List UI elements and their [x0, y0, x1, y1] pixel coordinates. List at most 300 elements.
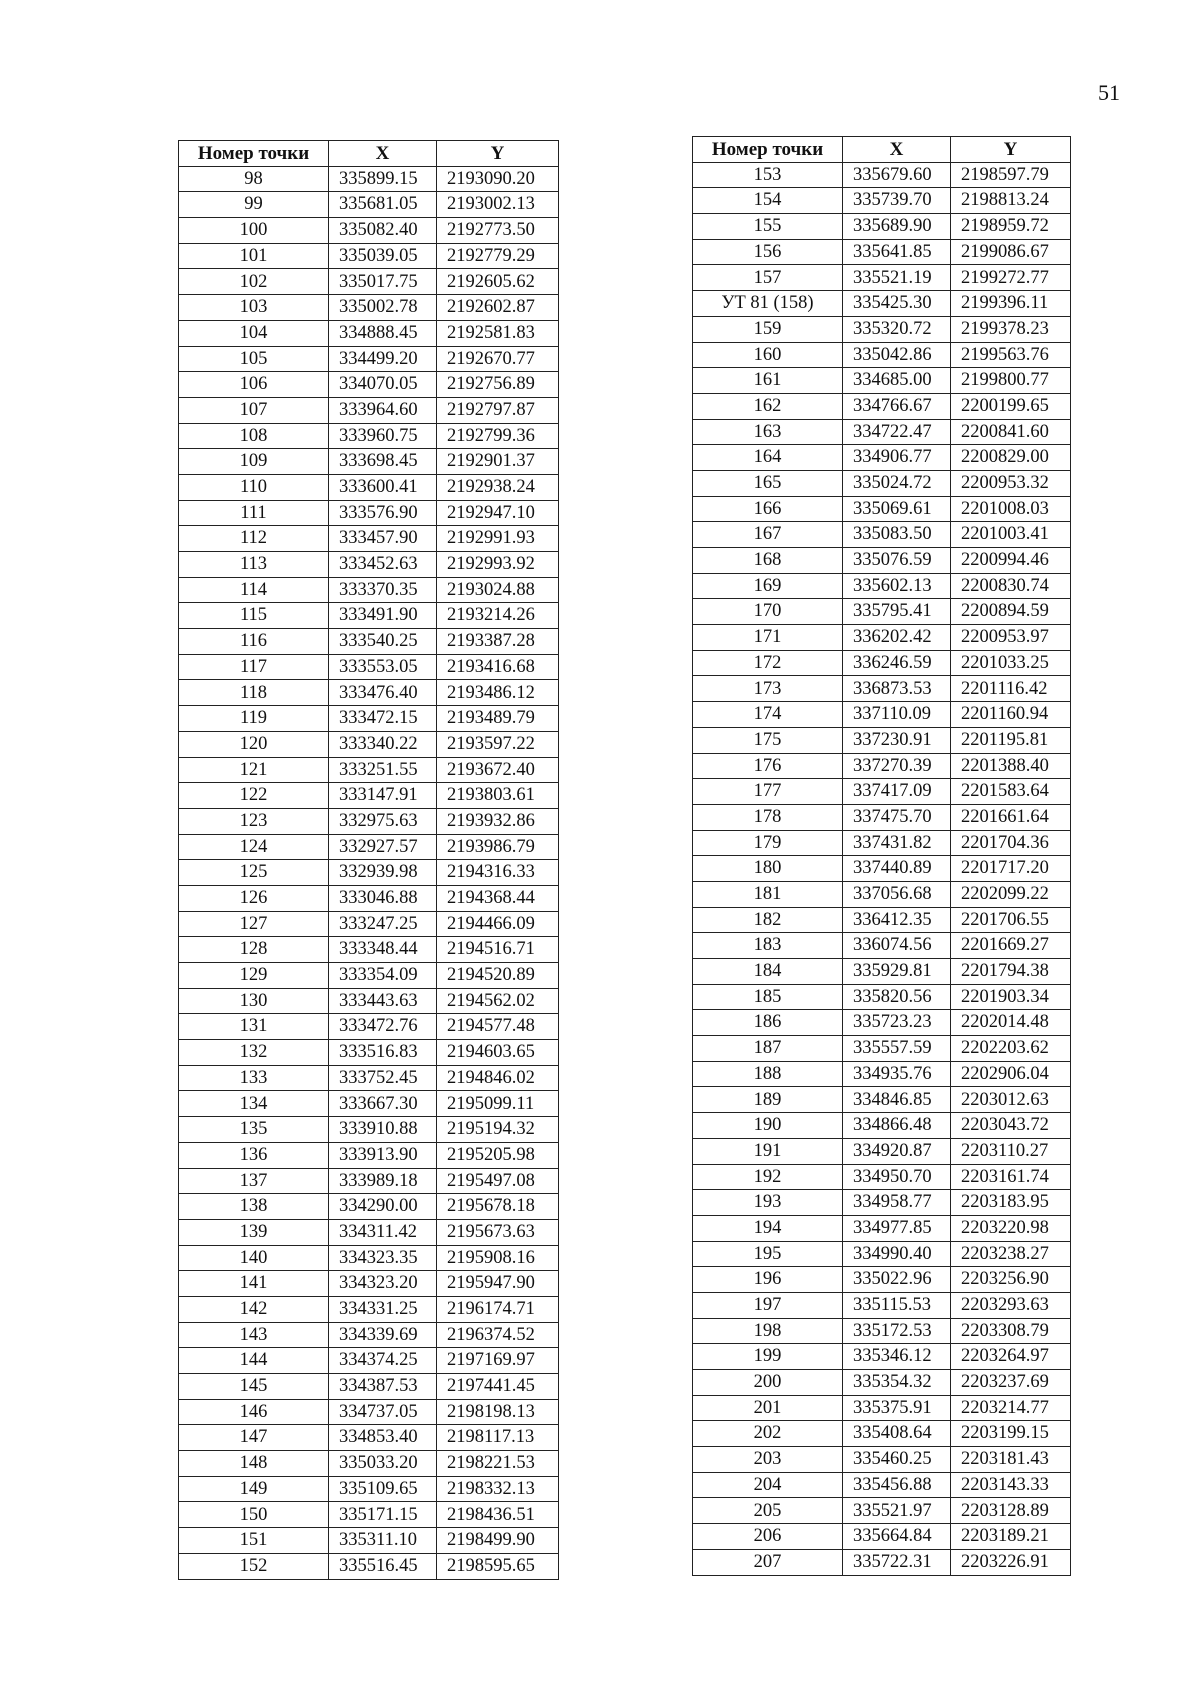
cell-point-number: 109 — [179, 449, 329, 475]
table-row — [693, 1472, 1071, 1498]
cell-x: 334737.05 — [329, 1399, 437, 1425]
table-row — [179, 1502, 559, 1528]
table-row — [693, 1498, 1071, 1524]
cell-y: 2194520.89 — [437, 963, 559, 989]
cell-x: 333457.90 — [329, 526, 437, 552]
table-row — [179, 1425, 559, 1451]
cell-y: 2199378.23 — [951, 316, 1071, 342]
table-row — [179, 526, 559, 552]
table-row — [179, 500, 559, 526]
cell-point-number: 134 — [179, 1091, 329, 1117]
table-row — [693, 804, 1071, 830]
table-row — [693, 933, 1071, 959]
table-row — [179, 1399, 559, 1425]
cell-x: 335024.72 — [843, 470, 951, 496]
cell-y: 2203161.74 — [951, 1164, 1071, 1190]
cell-point-number: 150 — [179, 1502, 329, 1528]
cell-point-number: 161 — [693, 368, 843, 394]
cell-y: 2198813.24 — [951, 188, 1071, 214]
cell-y: 2198117.13 — [437, 1425, 559, 1451]
table-row — [179, 552, 559, 578]
table-row — [693, 1395, 1071, 1421]
cell-x: 333540.25 — [329, 629, 437, 655]
cell-x: 334323.35 — [329, 1245, 437, 1271]
header-x: X — [843, 137, 951, 163]
cell-x: 334853.40 — [329, 1425, 437, 1451]
cell-y: 2203214.77 — [951, 1395, 1071, 1421]
cell-x: 337440.89 — [843, 856, 951, 882]
cell-y: 2192947.10 — [437, 500, 559, 526]
cell-y: 2194603.65 — [437, 1040, 559, 1066]
cell-point-number: 131 — [179, 1014, 329, 1040]
cell-x: 336873.53 — [843, 676, 951, 702]
cell-point-number: 108 — [179, 423, 329, 449]
cell-y: 2192993.92 — [437, 552, 559, 578]
cell-y: 2193932.86 — [437, 808, 559, 834]
cell-x: 333913.90 — [329, 1142, 437, 1168]
cell-y: 2200953.97 — [951, 625, 1071, 651]
table-row — [693, 830, 1071, 856]
table-row — [179, 1322, 559, 1348]
cell-point-number: 127 — [179, 911, 329, 937]
cell-x: 335521.97 — [843, 1498, 951, 1524]
cell-x: 337475.70 — [843, 804, 951, 830]
cell-x: 336074.56 — [843, 933, 951, 959]
cell-point-number: 188 — [693, 1061, 843, 1087]
cell-x: 335722.31 — [843, 1549, 951, 1575]
table-row — [693, 1318, 1071, 1344]
cell-y: 2200953.32 — [951, 470, 1071, 496]
cell-y: 2193090.20 — [437, 166, 559, 192]
cell-x: 335820.56 — [843, 984, 951, 1010]
cell-x: 336246.59 — [843, 650, 951, 676]
cell-y: 2201669.27 — [951, 933, 1071, 959]
cell-point-number: 181 — [693, 881, 843, 907]
cell-y: 2196174.71 — [437, 1296, 559, 1322]
cell-y: 2192797.87 — [437, 397, 559, 423]
cell-point-number: 180 — [693, 856, 843, 882]
cell-x: 335346.12 — [843, 1344, 951, 1370]
cell-point-number: 192 — [693, 1164, 843, 1190]
table-row — [179, 988, 559, 1014]
cell-x: 335521.19 — [843, 265, 951, 291]
cell-x: 336202.42 — [843, 625, 951, 651]
cell-x: 335456.88 — [843, 1472, 951, 1498]
cell-y: 2198499.90 — [437, 1528, 559, 1554]
cell-y: 2200994.46 — [951, 548, 1071, 574]
cell-x: 333340.22 — [329, 731, 437, 757]
cell-point-number: 143 — [179, 1322, 329, 1348]
cell-y: 2193986.79 — [437, 834, 559, 860]
table-row — [179, 295, 559, 321]
cell-y: 2203256.90 — [951, 1267, 1071, 1293]
cell-x: 335929.81 — [843, 959, 951, 985]
table-row — [693, 162, 1071, 188]
cell-point-number: 125 — [179, 860, 329, 886]
cell-point-number: 115 — [179, 603, 329, 629]
table-row — [693, 881, 1071, 907]
cell-point-number: 142 — [179, 1296, 329, 1322]
cell-x: 335017.75 — [329, 269, 437, 295]
cell-point-number: 130 — [179, 988, 329, 1014]
table-row — [179, 1528, 559, 1554]
cell-point-number: 146 — [179, 1399, 329, 1425]
table-row — [693, 1549, 1071, 1575]
table-row — [693, 445, 1071, 471]
cell-point-number: 103 — [179, 295, 329, 321]
cell-point-number: 173 — [693, 676, 843, 702]
cell-x: 335320.72 — [843, 316, 951, 342]
cell-x: 333247.25 — [329, 911, 437, 937]
table-row — [179, 911, 559, 937]
cell-point-number: 174 — [693, 702, 843, 728]
table-row — [179, 1040, 559, 1066]
header-y: Y — [437, 141, 559, 167]
table-row — [693, 239, 1071, 265]
cell-y: 2201008.03 — [951, 496, 1071, 522]
cell-y: 2193024.88 — [437, 577, 559, 603]
cell-y: 2203238.27 — [951, 1241, 1071, 1267]
cell-point-number: 144 — [179, 1348, 329, 1374]
table-row — [693, 368, 1071, 394]
table-row — [693, 1447, 1071, 1473]
cell-y: 2193387.28 — [437, 629, 559, 655]
table-row — [693, 573, 1071, 599]
table-row — [693, 650, 1071, 676]
cell-point-number: 206 — [693, 1524, 843, 1550]
cell-y: 2203181.43 — [951, 1447, 1071, 1473]
cell-point-number: 120 — [179, 731, 329, 757]
table-row — [693, 1344, 1071, 1370]
cell-y: 2193486.12 — [437, 680, 559, 706]
cell-point-number: 116 — [179, 629, 329, 655]
cell-point-number: 110 — [179, 474, 329, 500]
table-row — [693, 342, 1071, 368]
cell-x: 334950.70 — [843, 1164, 951, 1190]
table-row — [179, 1065, 559, 1091]
table-row — [693, 316, 1071, 342]
cell-y: 2195678.18 — [437, 1194, 559, 1220]
cell-point-number: 200 — [693, 1370, 843, 1396]
table-row — [179, 397, 559, 423]
cell-x: 335516.45 — [329, 1553, 437, 1579]
cell-x: 334958.77 — [843, 1190, 951, 1216]
cell-x: 334311.42 — [329, 1219, 437, 1245]
cell-y: 2203237.69 — [951, 1370, 1071, 1396]
cell-point-number: 175 — [693, 727, 843, 753]
cell-y: 2202906.04 — [951, 1061, 1071, 1087]
cell-x: 334290.00 — [329, 1194, 437, 1220]
cell-point-number: 113 — [179, 552, 329, 578]
table-row — [693, 1113, 1071, 1139]
table-row — [179, 963, 559, 989]
cell-y: 2193489.79 — [437, 706, 559, 732]
cell-y: 2201003.41 — [951, 522, 1071, 548]
table-row — [179, 1142, 559, 1168]
cell-point-number: 99 — [179, 192, 329, 218]
cell-y: 2201903.34 — [951, 984, 1071, 1010]
table-row — [179, 1194, 559, 1220]
header-point-number: Номер точки — [179, 141, 329, 167]
table-row — [179, 757, 559, 783]
table-row — [693, 676, 1071, 702]
cell-point-number: 166 — [693, 496, 843, 522]
table-row — [179, 937, 559, 963]
table-row — [693, 419, 1071, 445]
cell-x: 335681.05 — [329, 192, 437, 218]
cell-x: 334339.69 — [329, 1322, 437, 1348]
cell-x: 334846.85 — [843, 1087, 951, 1113]
cell-x: 335460.25 — [843, 1447, 951, 1473]
cell-point-number: 100 — [179, 218, 329, 244]
table-row — [693, 727, 1071, 753]
cell-y: 2199563.76 — [951, 342, 1071, 368]
cell-x: 333989.18 — [329, 1168, 437, 1194]
cell-point-number: 202 — [693, 1421, 843, 1447]
cell-x: 335311.10 — [329, 1528, 437, 1554]
cell-point-number: 145 — [179, 1374, 329, 1400]
cell-y: 2200894.59 — [951, 599, 1071, 625]
cell-x: 335171.15 — [329, 1502, 437, 1528]
cell-x: 334990.40 — [843, 1241, 951, 1267]
cell-x: 337270.39 — [843, 753, 951, 779]
table-row — [179, 654, 559, 680]
cell-y: 2203293.63 — [951, 1292, 1071, 1318]
cell-y: 2199272.77 — [951, 265, 1071, 291]
cell-y: 2193803.61 — [437, 783, 559, 809]
cell-y: 2201717.20 — [951, 856, 1071, 882]
cell-x: 334331.25 — [329, 1296, 437, 1322]
cell-y: 2198595.65 — [437, 1553, 559, 1579]
cell-x: 335083.50 — [843, 522, 951, 548]
cell-y: 2195099.11 — [437, 1091, 559, 1117]
table-row — [179, 346, 559, 372]
cell-y: 2198597.79 — [951, 162, 1071, 188]
table-row — [693, 1421, 1071, 1447]
cell-x: 337417.09 — [843, 779, 951, 805]
cell-x: 334722.47 — [843, 419, 951, 445]
cell-point-number: 172 — [693, 650, 843, 676]
cell-point-number: 136 — [179, 1142, 329, 1168]
table-row — [179, 372, 559, 398]
cell-point-number: 163 — [693, 419, 843, 445]
table-row — [693, 702, 1071, 728]
table-row — [693, 496, 1071, 522]
header-row — [179, 141, 559, 167]
table-row — [179, 1245, 559, 1271]
cell-point-number: 164 — [693, 445, 843, 471]
cell-y: 2194846.02 — [437, 1065, 559, 1091]
cell-x: 333553.05 — [329, 654, 437, 680]
table-row — [693, 1138, 1071, 1164]
cell-x: 335002.78 — [329, 295, 437, 321]
table-row — [179, 1553, 559, 1579]
cell-y: 2193416.68 — [437, 654, 559, 680]
cell-y: 2197441.45 — [437, 1374, 559, 1400]
cell-x: 337230.91 — [843, 727, 951, 753]
cell-y: 2195908.16 — [437, 1245, 559, 1271]
table-row — [179, 808, 559, 834]
cell-x: 333354.09 — [329, 963, 437, 989]
cell-point-number: 159 — [693, 316, 843, 342]
table-row — [693, 1061, 1071, 1087]
cell-point-number: 187 — [693, 1036, 843, 1062]
table-row — [693, 856, 1071, 882]
cell-y: 2194368.44 — [437, 885, 559, 911]
table-row — [179, 192, 559, 218]
table-row — [179, 629, 559, 655]
cell-x: 333472.76 — [329, 1014, 437, 1040]
cell-point-number: 140 — [179, 1245, 329, 1271]
cell-point-number: 189 — [693, 1087, 843, 1113]
table-row — [693, 907, 1071, 933]
cell-point-number: 151 — [179, 1528, 329, 1554]
cell-point-number: 148 — [179, 1451, 329, 1477]
cell-point-number: 157 — [693, 265, 843, 291]
cell-point-number: 184 — [693, 959, 843, 985]
cell-y: 2203110.27 — [951, 1138, 1071, 1164]
cell-point-number: 171 — [693, 625, 843, 651]
cell-y: 2192901.37 — [437, 449, 559, 475]
cell-x: 335042.86 — [843, 342, 951, 368]
cell-x: 333147.91 — [329, 783, 437, 809]
cell-x: 335557.59 — [843, 1036, 951, 1062]
table-row — [179, 1014, 559, 1040]
cell-y: 2199086.67 — [951, 239, 1071, 265]
table-row — [179, 1091, 559, 1117]
cell-x: 335172.53 — [843, 1318, 951, 1344]
cell-y: 2203189.21 — [951, 1524, 1071, 1550]
cell-point-number: 149 — [179, 1476, 329, 1502]
cell-x: 335425.30 — [843, 291, 951, 317]
cell-point-number: 193 — [693, 1190, 843, 1216]
cell-x: 335109.65 — [329, 1476, 437, 1502]
cell-point-number: 119 — [179, 706, 329, 732]
header-y: Y — [951, 137, 1071, 163]
cell-y: 2195497.08 — [437, 1168, 559, 1194]
cell-x: 335039.05 — [329, 243, 437, 269]
cell-x: 333443.63 — [329, 988, 437, 1014]
table-row — [179, 680, 559, 706]
cell-y: 2193672.40 — [437, 757, 559, 783]
cell-x: 335679.60 — [843, 162, 951, 188]
cell-point-number: 156 — [693, 239, 843, 265]
cell-x: 337110.09 — [843, 702, 951, 728]
table-row — [693, 265, 1071, 291]
cell-x: 335408.64 — [843, 1421, 951, 1447]
cell-y: 2203012.63 — [951, 1087, 1071, 1113]
cell-point-number: 106 — [179, 372, 329, 398]
cell-x: 332927.57 — [329, 834, 437, 860]
cell-point-number: 98 — [179, 166, 329, 192]
cell-x: 333472.15 — [329, 706, 437, 732]
cell-point-number: 183 — [693, 933, 843, 959]
cell-point-number: 165 — [693, 470, 843, 496]
cell-x: 332939.98 — [329, 860, 437, 886]
cell-y: 2201661.64 — [951, 804, 1071, 830]
cell-point-number: 160 — [693, 342, 843, 368]
cell-x: 333476.40 — [329, 680, 437, 706]
cell-y: 2193002.13 — [437, 192, 559, 218]
cell-y: 2195947.90 — [437, 1271, 559, 1297]
cell-x: 335022.96 — [843, 1267, 951, 1293]
cell-point-number: 107 — [179, 397, 329, 423]
cell-point-number: 198 — [693, 1318, 843, 1344]
cell-point-number: 141 — [179, 1271, 329, 1297]
cell-point-number: 126 — [179, 885, 329, 911]
cell-y: 2192799.36 — [437, 423, 559, 449]
cell-y: 2196374.52 — [437, 1322, 559, 1348]
cell-x: 333576.90 — [329, 500, 437, 526]
table-row — [179, 834, 559, 860]
table-row — [693, 470, 1071, 496]
cell-y: 2200841.60 — [951, 419, 1071, 445]
coordinates-table-right — [692, 136, 1071, 1576]
table-row — [693, 1370, 1071, 1396]
cell-point-number: 111 — [179, 500, 329, 526]
table-row — [179, 269, 559, 295]
cell-point-number: 114 — [179, 577, 329, 603]
cell-x: 335602.13 — [843, 573, 951, 599]
cell-y: 2201706.55 — [951, 907, 1071, 933]
cell-point-number: 186 — [693, 1010, 843, 1036]
cell-x: 333964.60 — [329, 397, 437, 423]
table-row — [179, 423, 559, 449]
cell-x: 334387.53 — [329, 1374, 437, 1400]
cell-x: 333600.41 — [329, 474, 437, 500]
cell-y: 2201116.42 — [951, 676, 1071, 702]
table-row — [693, 291, 1071, 317]
cell-y: 2201388.40 — [951, 753, 1071, 779]
cell-point-number: 152 — [179, 1553, 329, 1579]
cell-x: 334920.87 — [843, 1138, 951, 1164]
cell-point-number: 112 — [179, 526, 329, 552]
cell-point-number: 167 — [693, 522, 843, 548]
cell-point-number: 203 — [693, 1447, 843, 1473]
cell-point-number: 137 — [179, 1168, 329, 1194]
cell-point-number: 196 — [693, 1267, 843, 1293]
cell-y: 2192670.77 — [437, 346, 559, 372]
cell-x: 335375.91 — [843, 1395, 951, 1421]
cell-x: 334070.05 — [329, 372, 437, 398]
cell-x: 335739.70 — [843, 188, 951, 214]
table-row — [179, 320, 559, 346]
table-row — [693, 393, 1071, 419]
table-row — [693, 1036, 1071, 1062]
cell-x: 334977.85 — [843, 1215, 951, 1241]
cell-point-number: 205 — [693, 1498, 843, 1524]
table-row — [179, 783, 559, 809]
cell-point-number: 139 — [179, 1219, 329, 1245]
cell-point-number: 129 — [179, 963, 329, 989]
cell-x: 334499.20 — [329, 346, 437, 372]
cell-point-number: 177 — [693, 779, 843, 805]
cell-x: 333910.88 — [329, 1117, 437, 1143]
cell-x: 335115.53 — [843, 1292, 951, 1318]
cell-y: 2203183.95 — [951, 1190, 1071, 1216]
cell-x: 335069.61 — [843, 496, 951, 522]
cell-y: 2192756.89 — [437, 372, 559, 398]
table-row — [693, 1267, 1071, 1293]
cell-y: 2198332.13 — [437, 1476, 559, 1502]
table-row — [179, 166, 559, 192]
cell-y: 2192779.29 — [437, 243, 559, 269]
cell-y: 2199396.11 — [951, 291, 1071, 317]
cell-x: 333698.45 — [329, 449, 437, 475]
cell-y: 2201160.94 — [951, 702, 1071, 728]
table-row — [179, 603, 559, 629]
table-row — [179, 449, 559, 475]
